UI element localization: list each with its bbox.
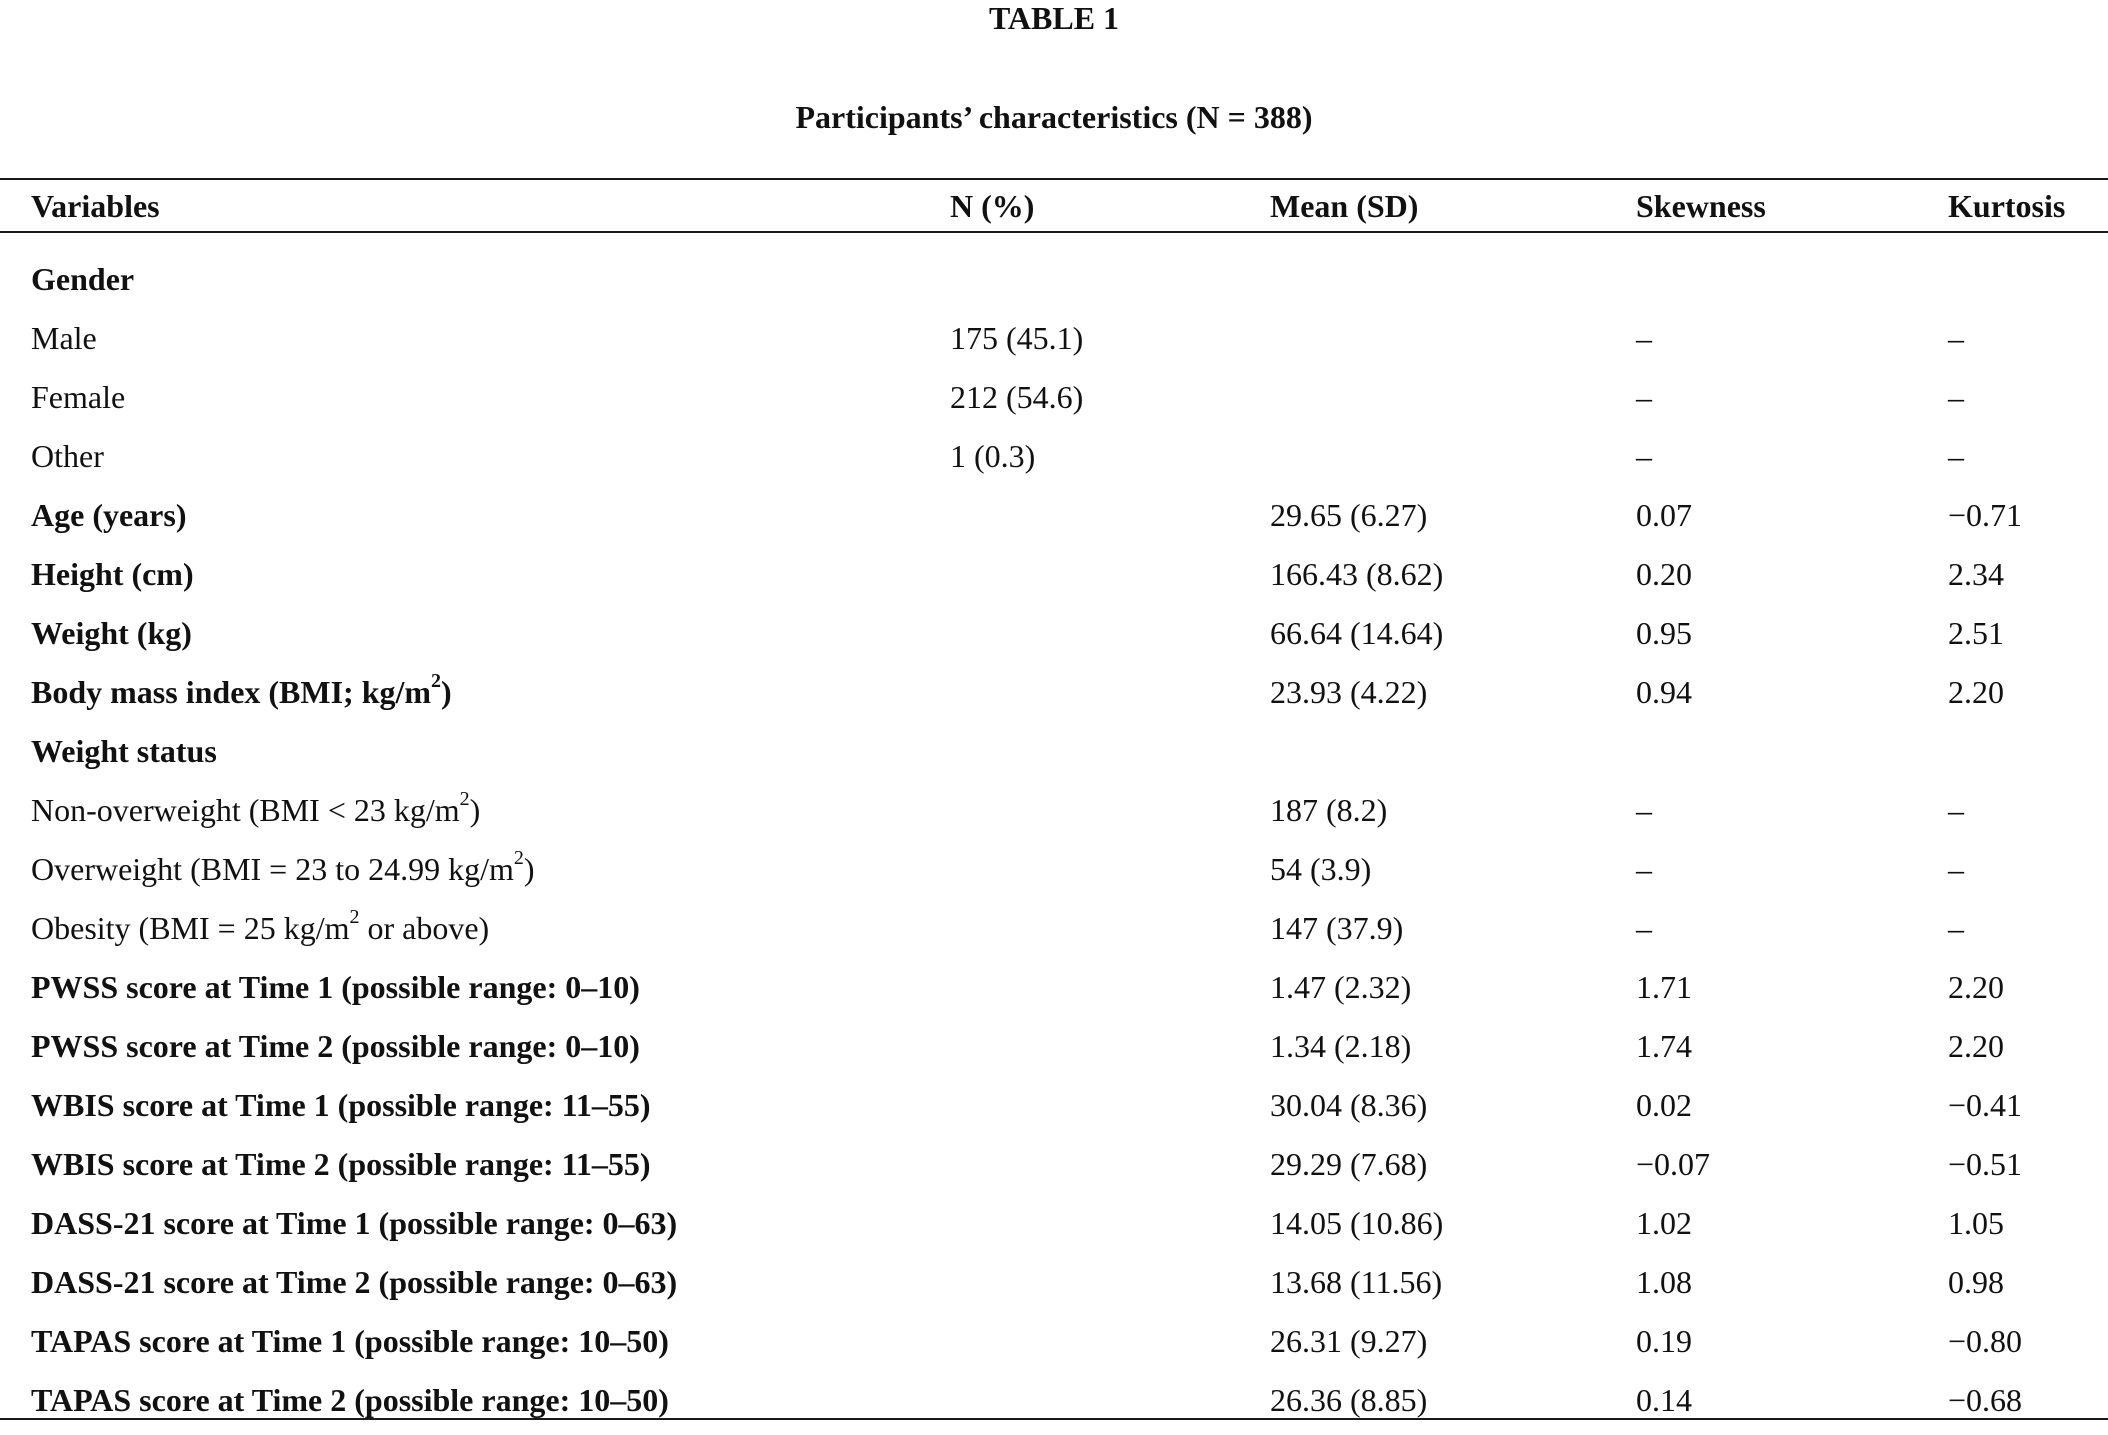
variable-label: Female bbox=[31, 379, 126, 415]
variable-label: TAPAS score at Time 1 (possible range: 10–50) bbox=[31, 1323, 669, 1359]
cell-mean-sd: 30.04 (8.36) bbox=[1270, 1087, 1428, 1123]
cell-mean-sd: 29.65 (6.27) bbox=[1270, 497, 1428, 533]
cell-mean-sd: 26.36 (8.85) bbox=[1270, 1382, 1428, 1418]
cell-skewness: – bbox=[1636, 851, 1652, 887]
cell-kurtosis: – bbox=[1948, 792, 1964, 828]
table-row bbox=[0, 1022, 2108, 1081]
cell-n-percent: 1 (0.3) bbox=[950, 438, 1036, 474]
variable-label: PWSS score at Time 2 (possible range: 0–10) bbox=[31, 1028, 640, 1064]
cell-mean-sd: 166.43 (8.62) bbox=[1270, 556, 1444, 592]
cell-skewness: 1.71 bbox=[1636, 969, 1692, 1005]
table-bottom-rule bbox=[0, 1418, 2108, 1420]
variable-label: Overweight (BMI = 23 to 24.99 kg/m bbox=[31, 851, 514, 887]
cell-skewness: – bbox=[1636, 792, 1652, 828]
cell-skewness: 0.94 bbox=[1636, 674, 1692, 710]
cell-skewness: 0.14 bbox=[1636, 1382, 1692, 1418]
cell-variable bbox=[31, 963, 640, 1011]
variable-label: Weight status bbox=[31, 733, 217, 769]
variable-label-suffix: ) bbox=[523, 851, 535, 887]
variable-label-suffix: ) bbox=[469, 792, 481, 828]
column-header-kurtosis: Kurtosis bbox=[1948, 188, 2066, 224]
table-row bbox=[0, 550, 2108, 609]
variable-label: TAPAS score at Time 2 (possible range: 10–50) bbox=[31, 1382, 669, 1418]
cell-skewness: 0.20 bbox=[1636, 556, 1692, 592]
cell-kurtosis: 0.98 bbox=[1948, 1264, 2004, 1300]
cell-mean-sd: 187 (8.2) bbox=[1270, 792, 1388, 828]
cell-variable bbox=[31, 1258, 677, 1306]
superscript: 2 bbox=[513, 847, 524, 870]
cell-mean-sd: 26.31 (9.27) bbox=[1270, 1323, 1428, 1359]
variable-label: Non-overweight (BMI < 23 kg/m bbox=[31, 792, 460, 828]
table-row bbox=[0, 904, 2108, 963]
variable-label: Height (cm) bbox=[31, 556, 194, 592]
variable-label: WBIS score at Time 2 (possible range: 11–55) bbox=[31, 1146, 651, 1182]
cell-kurtosis: 2.20 bbox=[1948, 1028, 2004, 1064]
cell-variable bbox=[31, 432, 104, 480]
cell-mean-sd: 23.93 (4.22) bbox=[1270, 674, 1428, 710]
cell-kurtosis: – bbox=[1948, 379, 1964, 415]
cell-variable bbox=[31, 314, 97, 362]
table-row bbox=[0, 845, 2108, 904]
cell-skewness: 1.74 bbox=[1636, 1028, 1692, 1064]
cell-kurtosis: −0.68 bbox=[1948, 1382, 2023, 1418]
cell-mean-sd: 1.47 (2.32) bbox=[1270, 969, 1412, 1005]
cell-skewness: −0.07 bbox=[1636, 1146, 1711, 1182]
table-row bbox=[0, 314, 2108, 373]
cell-kurtosis: 2.51 bbox=[1948, 615, 2004, 651]
cell-mean-sd: 13.68 (11.56) bbox=[1270, 1264, 1443, 1300]
cell-kurtosis: −0.41 bbox=[1948, 1087, 2023, 1123]
cell-kurtosis: 1.05 bbox=[1948, 1205, 2004, 1241]
cell-variable bbox=[31, 786, 480, 834]
column-header-mean-sd: Mean (SD) bbox=[1270, 188, 1419, 224]
table-row bbox=[0, 1317, 2108, 1376]
cell-variable bbox=[31, 668, 452, 716]
cell-variable bbox=[31, 491, 186, 539]
table-caption: Participants’ characteristics (N = 388) bbox=[795, 99, 1313, 135]
cell-variable bbox=[31, 1022, 640, 1070]
variable-label: Male bbox=[31, 320, 97, 356]
cell-variable bbox=[31, 1376, 669, 1424]
variable-label: Gender bbox=[31, 261, 135, 297]
cell-mean-sd: 1.34 (2.18) bbox=[1270, 1028, 1412, 1064]
table-row bbox=[0, 668, 2108, 727]
variable-label: Weight (kg) bbox=[31, 615, 192, 651]
cell-kurtosis: – bbox=[1948, 438, 1964, 474]
variable-label: Age (years) bbox=[31, 497, 187, 533]
column-header-skewness: Skewness bbox=[1636, 188, 1766, 224]
table-row bbox=[0, 432, 2108, 491]
cell-skewness: 1.02 bbox=[1636, 1205, 1692, 1241]
table-row bbox=[0, 1258, 2108, 1317]
cell-kurtosis: – bbox=[1948, 910, 1964, 946]
cell-skewness: – bbox=[1636, 320, 1652, 356]
variable-label: DASS-21 score at Time 1 (possible range: 0–63) bbox=[31, 1205, 678, 1241]
superscript: 2 bbox=[431, 670, 442, 693]
variable-label-suffix: ) bbox=[441, 674, 452, 710]
cell-kurtosis: 2.34 bbox=[1948, 556, 2004, 592]
table-header-rule bbox=[0, 231, 2108, 233]
cell-skewness: 0.02 bbox=[1636, 1087, 1692, 1123]
cell-skewness: 0.07 bbox=[1636, 497, 1692, 533]
superscript: 2 bbox=[349, 906, 360, 929]
cell-variable bbox=[31, 609, 192, 657]
table-body bbox=[0, 255, 2108, 1435]
cell-variable bbox=[31, 904, 489, 952]
cell-variable bbox=[31, 1081, 651, 1129]
variable-label: Body mass index (BMI; kg/m bbox=[31, 674, 432, 710]
table-row bbox=[0, 491, 2108, 550]
cell-skewness: – bbox=[1636, 910, 1652, 946]
table-label: TABLE 1 bbox=[988, 0, 1120, 36]
cell-mean-sd: 29.29 (7.68) bbox=[1270, 1146, 1428, 1182]
variable-label: Obesity (BMI = 25 kg/m bbox=[31, 910, 350, 946]
cell-skewness: – bbox=[1636, 438, 1652, 474]
cell-variable bbox=[31, 1317, 669, 1365]
superscript: 2 bbox=[459, 788, 470, 811]
cell-skewness: 0.19 bbox=[1636, 1323, 1692, 1359]
table-row bbox=[0, 963, 2108, 1022]
cell-kurtosis: −0.80 bbox=[1948, 1323, 2023, 1359]
variable-label: WBIS score at Time 1 (possible range: 11–55) bbox=[31, 1087, 651, 1123]
column-header-variables: Variables bbox=[31, 188, 160, 224]
cell-kurtosis: 2.20 bbox=[1948, 674, 2004, 710]
cell-variable bbox=[31, 1140, 651, 1188]
variable-label: DASS-21 score at Time 2 (possible range: 0–63) bbox=[31, 1264, 678, 1300]
table-row bbox=[0, 727, 2108, 786]
variable-label: PWSS score at Time 1 (possible range: 0–10) bbox=[31, 969, 640, 1005]
variable-label: Other bbox=[31, 438, 104, 474]
cell-n-percent: 212 (54.6) bbox=[950, 379, 1084, 415]
table-row bbox=[0, 1376, 2108, 1435]
cell-kurtosis: – bbox=[1948, 851, 1964, 887]
cell-mean-sd: 66.64 (14.64) bbox=[1270, 615, 1444, 651]
cell-n-percent: 175 (45.1) bbox=[950, 320, 1084, 356]
table-row bbox=[0, 609, 2108, 668]
table-row bbox=[0, 1140, 2108, 1199]
cell-kurtosis: 2.20 bbox=[1948, 969, 2004, 1005]
cell-skewness: – bbox=[1636, 379, 1652, 415]
cell-kurtosis: – bbox=[1948, 320, 1964, 356]
cell-mean-sd: 54 (3.9) bbox=[1270, 851, 1372, 887]
cell-variable bbox=[31, 255, 134, 303]
table-top-rule bbox=[0, 178, 2108, 180]
table-row bbox=[0, 786, 2108, 845]
cell-mean-sd: 147 (37.9) bbox=[1270, 910, 1404, 946]
cell-skewness: 0.95 bbox=[1636, 615, 1692, 651]
cell-variable bbox=[31, 845, 535, 893]
table-row bbox=[0, 255, 2108, 314]
cell-variable bbox=[31, 550, 194, 598]
table-row bbox=[0, 373, 2108, 432]
variable-label-suffix: or above) bbox=[359, 910, 490, 946]
table-row bbox=[0, 1199, 2108, 1258]
cell-variable bbox=[31, 373, 125, 421]
cell-skewness: 1.08 bbox=[1636, 1264, 1692, 1300]
cell-kurtosis: −0.71 bbox=[1948, 497, 2023, 533]
table-row bbox=[0, 1081, 2108, 1140]
table-header-row bbox=[0, 182, 2108, 230]
cell-kurtosis: −0.51 bbox=[1948, 1146, 2023, 1182]
cell-variable bbox=[31, 1199, 677, 1247]
column-header-n-percent: N (%) bbox=[950, 188, 1035, 224]
cell-mean-sd: 14.05 (10.86) bbox=[1270, 1205, 1444, 1241]
cell-variable bbox=[31, 727, 217, 775]
